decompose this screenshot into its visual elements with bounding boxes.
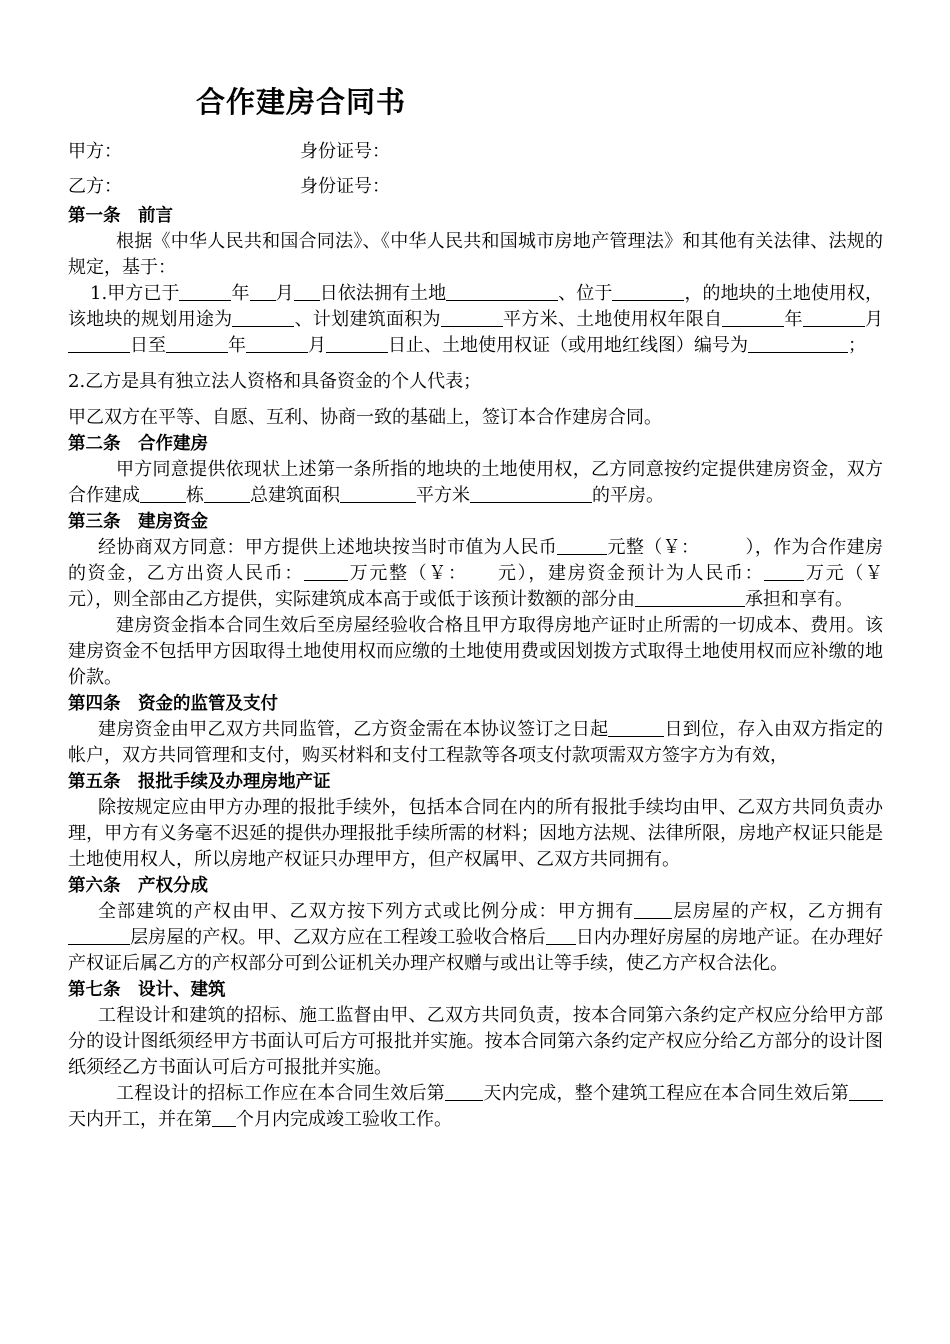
blank-field [250, 281, 276, 301]
article-1-item-2: 2.乙方是具有独立法人资格和具备资金的个人代表； [68, 371, 482, 392]
party-a-label: 甲方： [68, 141, 122, 162]
blank-field [557, 535, 607, 555]
article-4-heading: 第四条 资金的监管及支付 [68, 694, 278, 714]
article-6-heading: 第六条 产权分成 [68, 876, 208, 896]
article-3-definition: 建房资金指本合同生效后至房屋经验收合格且甲方取得房地产证时止所需的一切成本、费用。该建房资金不包括甲方因取得土地使用权而应缴的土地使用费或因划拨方式取得土地使用权而应补缴的地价款。 [68, 615, 883, 688]
article-1-agreement: 甲乙双方在平等、自愿、互利、协商一致的基础上，签订本合作建房合同。 [68, 407, 662, 428]
blank-field [445, 1081, 483, 1101]
article-1-heading: 第一条 前言 [68, 206, 173, 226]
party-a-line [68, 137, 390, 163]
blank-field [326, 333, 388, 353]
blank-field [764, 561, 804, 581]
party-b-id-label: 身份证号： [300, 176, 390, 197]
article-1-item-1: 1.甲方已于 年 月 日依法拥有土地 、位于 ，的地块的土地使用权，该地块的规划用途为 、计划建筑面积为 平方米、土地使用权年限自 年 月日至 年 月 日止、土地使用权证（或用地红线图）编号为 ； [68, 283, 884, 356]
blank-field [68, 925, 130, 945]
blank-field [748, 333, 848, 353]
blank-field [441, 307, 503, 327]
blank-field [634, 899, 672, 919]
blank-field [470, 483, 592, 503]
article-2-heading: 第二条 合作建房 [68, 434, 208, 454]
document-title: 合作建房合同书 [196, 85, 407, 119]
party-b-line [68, 172, 390, 198]
party-a-id-label: 身份证号： [300, 141, 390, 162]
blank-field [179, 281, 231, 301]
article-5-heading: 第五条 报批手续及办理房地产证 [68, 772, 331, 792]
article-2-body: 甲方同意提供依现状上述第一条所指的地块的土地使用权，乙方同意按约定提供建房资金，双方合作建成 栋 总建筑面积 平方米 的平房。 [68, 459, 883, 506]
blank-field [635, 587, 745, 607]
article-3-heading: 第三条 建房资金 [68, 512, 208, 532]
contract-body [68, 203, 938, 1133]
blank-field [246, 333, 308, 353]
blank-field [166, 333, 228, 353]
article-4-body: 建房资金由甲乙双方共同监管，乙方资金需在本协议签订之日起 日到位，存入由双方指定的帐户，双方共同管理和支付，购买材料和支付工程款等各项支付款项需双方签字方为有效， [68, 719, 883, 766]
blank-field [304, 561, 348, 581]
blank-field [340, 483, 416, 503]
blank-field [803, 307, 865, 327]
article-7-schedule: 工程设计的招标工作应在本合同生效后第 天内完成，整个建筑工程应在本合同生效后第天内开工，并在第 个月内完成竣工验收工作。 [68, 1081, 883, 1133]
article-1-preamble: 根据《中华人民共和国合同法》、《中华人民共和国城市房地产管理法》和其他有关法律、法规的规定，基于： [68, 231, 883, 278]
blank-field [204, 483, 250, 503]
blank-field [140, 483, 186, 503]
blank-field [294, 281, 320, 301]
blank-field [849, 1081, 883, 1101]
blank-field [68, 333, 130, 353]
article-7-heading: 第七条 设计、建筑 [68, 980, 226, 1000]
blank-field [546, 925, 576, 945]
blank-field [446, 281, 558, 301]
blank-field [722, 307, 784, 327]
article-6-body: 全部建筑的产权由甲、乙双方按下列方式或比例分成：甲方拥有 层房屋的产权，乙方拥有层房屋的产权。甲、乙双方应在工程竣工验收合格后 日内办理好房屋的房地产证。在办理好产权证后属乙方的产权部分可到公证机关办理产权赠与或出让等手续，使乙方产权合法化。 [68, 901, 884, 974]
article-7-body: 工程设计和建筑的招标、施工监督由甲、乙双方共同负责，按本合同第六条约定产权应分给甲方部分的设计图纸须经甲方书面认可后方可报批并实施。按本合同第六条约定产权应分给乙方部分的设计图纸须经乙方书面认可后方可报批并实施。 [68, 1005, 883, 1078]
blank-field [232, 307, 294, 327]
article-5-body: 除按规定应由甲方办理的报批手续外，包括本合同在内的所有报批手续均由甲、乙双方共同负责办理，甲方有义务毫不迟延的提供办理报批手续所需的材料；因地方法规、法律所限，房地产权证只能是土地使用权人，所以房地产权证只办理甲方，但产权属甲、乙双方共同拥有。 [68, 797, 883, 870]
blank-field [612, 281, 684, 301]
blank-field [212, 1107, 236, 1127]
party-b-label: 乙方： [68, 176, 122, 197]
article-3-body: 经协商双方同意：甲方提供上述地块按当时市值为人民币 元整（￥： ），作为合作建房的资金，乙方出资人民币： 万元整（￥： 元），建房资金预计为人民币： 万元（￥ 元），则全部由乙方提供，实际建筑成本高于或低于该预计数额的部分由 承担和享有。 [68, 537, 938, 610]
blank-field [608, 717, 664, 737]
